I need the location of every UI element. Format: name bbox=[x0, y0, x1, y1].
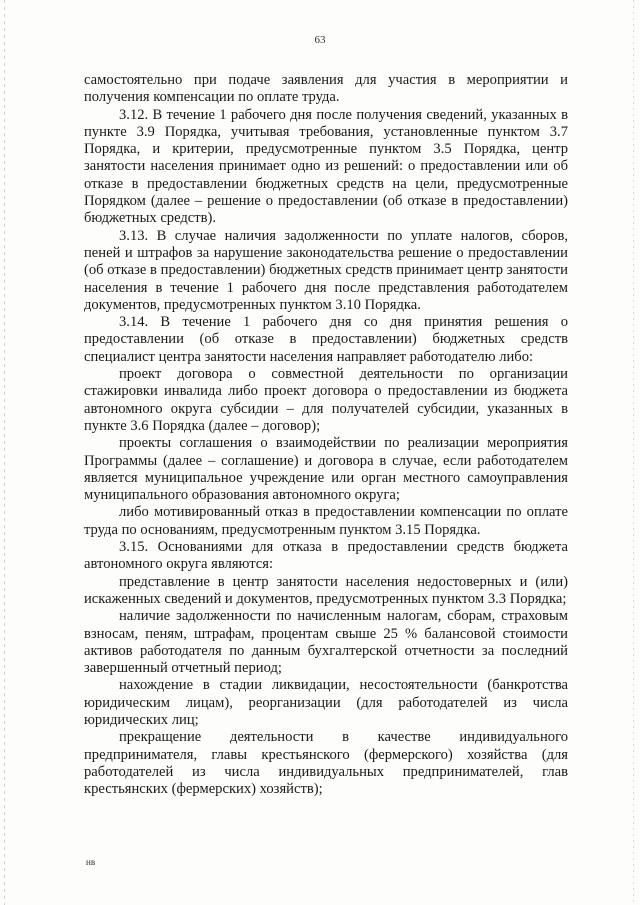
paragraph: 3.13. В случае наличия задолженности по уплате налогов, сборов, пеней и штрафов за нарушение законодательства решение о предоставлении (об отказе в предоставлении) бюджетных средств принимает центр занятости населения в течение 1 рабочего дня после представления работодателем документов, предусмотренных пунктом 3.10 Порядка. bbox=[84, 227, 568, 313]
paragraph: 3.15. Основаниями для отказа в предоставлении средств бюджета автономного округа являются: bbox=[84, 539, 568, 573]
paragraph: наличие задолженности по начисленным налогам, сборам, страховым взносам, пеням, штрафам, процентам свыше 25 % балансовой стоимости активов работодателя по данным бухгалтерской отчетности за последний завершенный отчетный период; bbox=[84, 608, 568, 677]
paragraph: проект договора о совместной деятельности по организации стажировки инвалида либо проект договора о предоставлении из бюджета автономного округа субсидии – для получателей субсидии, указанных в пункте 3.6 Порядка (далее – договор); bbox=[84, 366, 568, 434]
paragraph: прекращение деятельности в качестве индивидуального предпринимателя, главы крестьянского (фермерского) хозяйства (для работодателей из числа индивидуальных предпринимателей, глав крестьянских (фермерских) хозяйств); bbox=[84, 729, 568, 798]
paragraph: самостоятельно при подаче заявления для участия в мероприятии и получения компенсации по оплате труда. bbox=[84, 72, 568, 106]
paragraph: нахождение в стадии ликвидации, несостоятельности (банкротства юридическим лицам), реорганизации (для работодателей из числа юридических лиц; bbox=[84, 677, 568, 728]
paragraph: 3.12. В течение 1 рабочего дня после получения сведений, указанных в пункте 3.9 Порядка, учитывая требования, установленные пунктом 3.7 Порядка, и критерии, предусмотренные пунктом 3.5 Порядка, центр занятости населения принимает одно из решений: о предоставлении или об отказе в предоставлении бюджетных средств на цели, предусмотренные Порядком (далее – решение о предоставлении (об отказе в предоставлении) бюджетных средств). bbox=[84, 106, 568, 227]
scan-edge-right bbox=[633, 0, 634, 905]
paragraph: либо мотивированный отказ в предоставлении компенсации по оплате труда по основаниям, предусмотренным пунктом 3.15 Порядка. bbox=[84, 504, 568, 538]
paragraph: проекты соглашения о взаимодействии по реализации мероприятия Программы (далее – соглашение) и договора в случае, если работодателем является муниципальное учреждение или орган местного самоуправления муниципального образования автономного округа; bbox=[84, 435, 568, 504]
document-body bbox=[84, 72, 568, 798]
paragraph: 3.14. В течение 1 рабочего дня со дня принятия решения о предоставлении (об отказе в предоставлении) бюджетных средств специалист центра занятости населения направляет работодателю либо: bbox=[84, 314, 568, 365]
footer-mark: нв bbox=[86, 857, 96, 867]
page-number: 63 bbox=[314, 34, 326, 46]
scan-edge-left bbox=[4, 0, 5, 905]
paragraph: представление в центр занятости населения недостоверных и (или) искаженных сведений и документов, предусмотренных пунктом 3.3 Порядка; bbox=[84, 573, 568, 607]
